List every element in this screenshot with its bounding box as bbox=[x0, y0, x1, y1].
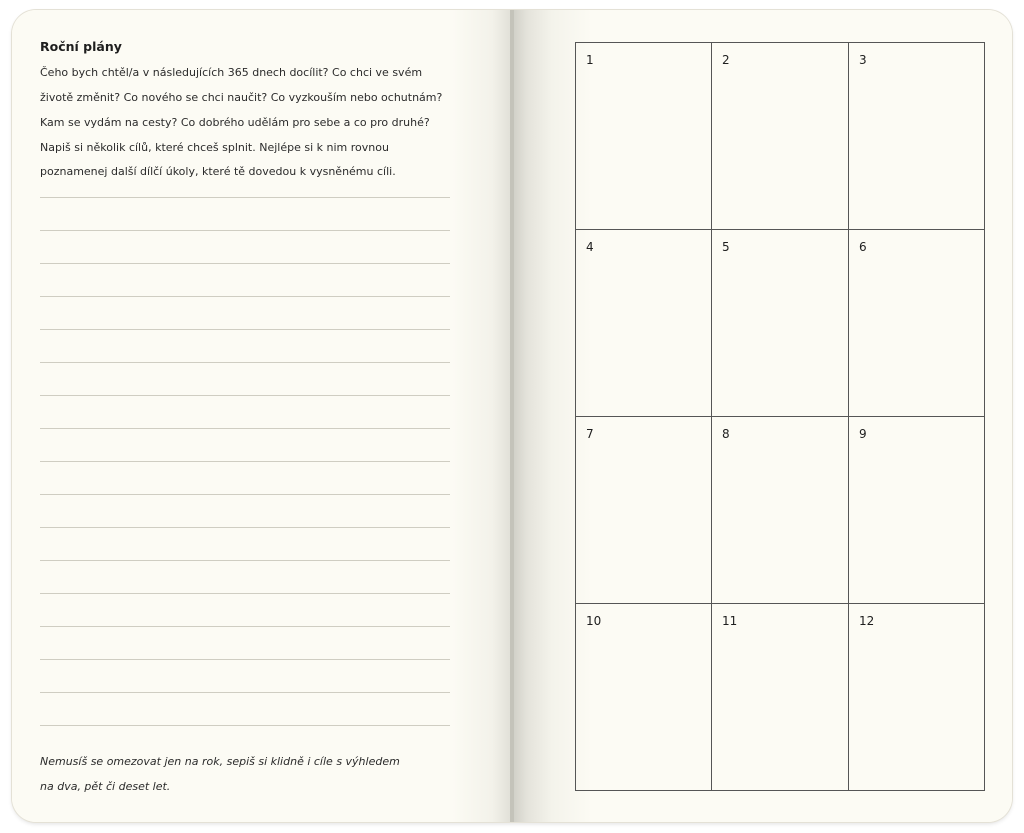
cell-number: 8 bbox=[722, 427, 730, 441]
writing-line[interactable] bbox=[40, 626, 450, 627]
writing-line[interactable] bbox=[40, 395, 450, 396]
cell-number: 11 bbox=[722, 614, 738, 628]
intro-line: Napiš si několik cílů, které chceš splnit. Nejlépe si k nim rovnou bbox=[40, 141, 389, 154]
writing-line[interactable] bbox=[40, 362, 450, 363]
grid-cell[interactable] bbox=[712, 230, 849, 417]
grid-cell[interactable] bbox=[712, 43, 849, 230]
intro-line: Čeho bych chtěl/a v následujících 365 dnech docílit? Co chci ve svém bbox=[40, 66, 423, 79]
grid-cell[interactable] bbox=[712, 417, 849, 604]
intro-line: Kam se vydám na cesty? Co dobrého udělám pro sebe a co pro druhé? bbox=[40, 116, 430, 129]
book-spine bbox=[510, 10, 514, 822]
grid-cell[interactable] bbox=[849, 230, 984, 417]
cell-number: 2 bbox=[722, 53, 730, 67]
grid-cell[interactable] bbox=[576, 604, 712, 790]
cell-number: 1 bbox=[586, 53, 594, 67]
grid-cell[interactable] bbox=[576, 43, 712, 230]
grid-cell[interactable] bbox=[849, 43, 984, 230]
writing-line[interactable] bbox=[40, 659, 450, 660]
intro-line: životě změnit? Co nového se chci naučit? Co vyzkouším nebo ochutnám? bbox=[40, 91, 443, 104]
cell-number: 3 bbox=[859, 53, 867, 67]
writing-line[interactable] bbox=[40, 428, 450, 429]
writing-line[interactable] bbox=[40, 593, 450, 594]
cell-number: 7 bbox=[586, 427, 594, 441]
cell-number: 5 bbox=[722, 240, 730, 254]
cell-number: 9 bbox=[859, 427, 867, 441]
cell-number: 6 bbox=[859, 240, 867, 254]
footnote-line: Nemusíš se omezovat jen na rok, sepiš si klidně i cíle s výhledem bbox=[40, 755, 400, 768]
writing-line[interactable] bbox=[40, 560, 450, 561]
footnote-line: na dva, pět či deset let. bbox=[40, 780, 171, 793]
writing-line[interactable] bbox=[40, 263, 450, 264]
writing-line[interactable] bbox=[40, 230, 450, 231]
writing-line[interactable] bbox=[40, 725, 450, 726]
writing-line[interactable] bbox=[40, 692, 450, 693]
planner-spread bbox=[12, 10, 1012, 822]
writing-line[interactable] bbox=[40, 329, 450, 330]
grid-cell[interactable] bbox=[849, 417, 984, 604]
writing-line[interactable] bbox=[40, 494, 450, 495]
page-title: Roční plány bbox=[40, 39, 122, 54]
writing-line[interactable] bbox=[40, 461, 450, 462]
cell-number: 12 bbox=[859, 614, 875, 628]
grid-cell[interactable] bbox=[576, 230, 712, 417]
left-page bbox=[12, 10, 512, 822]
intro-line: poznamenej další dílčí úkoly, které tě dovedou k vysněnému cíli. bbox=[40, 165, 396, 178]
cell-number: 4 bbox=[586, 240, 594, 254]
cell-number: 10 bbox=[586, 614, 602, 628]
grid-cell[interactable] bbox=[712, 604, 849, 790]
monthly-goals-grid bbox=[575, 42, 985, 791]
writing-line[interactable] bbox=[40, 527, 450, 528]
writing-line[interactable] bbox=[40, 197, 450, 198]
grid-cell[interactable] bbox=[576, 417, 712, 604]
grid-cell[interactable] bbox=[849, 604, 984, 790]
writing-line[interactable] bbox=[40, 296, 450, 297]
